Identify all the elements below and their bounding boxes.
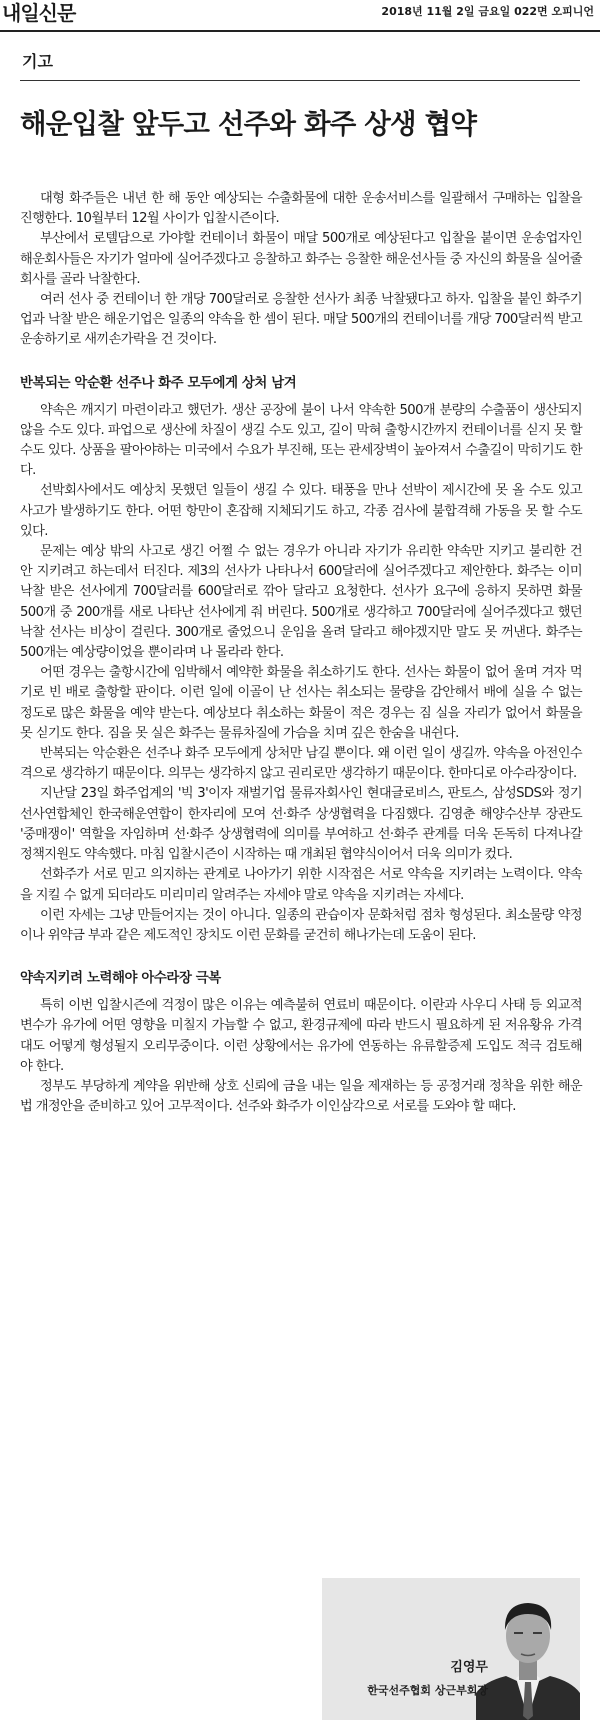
paragraph: 선박회사에서도 예상치 못했던 일들이 생길 수 있다. 태풍을 만나 선박이 제시간에 못 올 수도 있고 사고가 발생하기도 한다. 어떤 항만이 혼잡해 지체되기도 하고, 각종 검사에 불합격해 가동을 못 할 수도 있다.: [20, 483, 582, 539]
paragraph: 여러 선사 중 컨테이너 한 개당 700달러로 응찰한 선사가 최종 낙찰됐다고 하자. 입찰을 붙인 화주기업과 낙찰 받은 해운기업은 일종의 약속을 한 셈이 된다. 매달 500개의 컨테이너를 개당 700달러씩 받고 운송하기로 새끼손가락을 건 것이다.: [20, 292, 582, 348]
paragraph: 이런 자세는 그냥 만들어지는 것이 아니다. 일종의 관습이자 문화처럼 점차 형성된다. 최소물량 약정이나 위약금 부과 같은 제도적인 장치도 이런 문화를 굳건히 해나가는데 도움이 된다.: [20, 907, 582, 943]
paragraph: 어떤 경우는 출항시간에 임박해서 예약한 화물을 취소하기도 한다. 선사는 화물이 없어 울며 겨자 먹기로 빈 배로 출항할 판이다. 이런 일에 이골이 난 선사는 취소되는 물량을 감안해서 배에 실을 수 없는 정도로 많은 화물을 예약 받는다. 예상보다 취소하는 화물이 적은 경우는 짐 실을 자리가 없어서 화물을 못 싣기도 한다. 짐을 못 실은 화주는 물류차질에 가슴을 치며 깊은 한숨을 내쉰다.: [20, 665, 582, 741]
newspaper-logo: 내일신문: [2, 1, 76, 25]
section-label: 기고: [22, 52, 53, 71]
dateline: 2018년 11월 2일 금요일 022면 오피니언: [381, 5, 594, 18]
paragraph: 부산에서 로텔담으로 가야할 컨테이너 화물이 매달 500개로 예상된다고 입찰을 붙이면 운송업자인 해운회사들은 자기가 얼마에 실어주겠다고 응찰하고 화주는 응찰한 해운선사들 중 자신의 화물을 실어줄 회사를 골라 낙찰한다.: [20, 231, 582, 287]
paragraph: 선화주가 서로 믿고 의지하는 관계로 나아가기 위한 시작점은 서로 약속을 지키려는 노력이다. 약속을 지킬 수 없게 되더라도 미리미리 알려주는 자세야 말로 약속을 지키려는 자세다.: [20, 867, 582, 903]
masthead-rule: [0, 30, 600, 32]
paragraph: 반복되는 악순환은 선주나 화주 모두에게 상처만 남길 뿐이다. 왜 이런 일이 생길까. 약속을 아전인수 격으로 생각하기 때문이다. 의무는 생각하지 않고 권리로만 생각하기 때문이다. 한마디로 아수라장이다.: [20, 746, 582, 782]
subheading: 약속지키려 노력해야 아수라장 극복: [20, 971, 221, 987]
paragraph: 지난달 23일 화주업계의 '빅 3'이자 재벌기업 물류자회사인 현대글로비스, 판토스, 삼성SDS와 정기선사연합체인 한국해운연합이 한자리에 모여 선·화주 상생협력을 다짐했다. 김영춘 해양수산부 장관도 '중매쟁이' 역할을 자임하며 선·화주 상생협력에 의미를 부여하고 선·화주 관계를 더욱 돈독히 다져나갈 정책지원도 약속했다. 마침 입찰시즌이 시작하는 때 개최된 협약식이어서 더욱 의미가 컸다.: [20, 786, 582, 863]
subheading: 반복되는 악순환 선주나 화주 모두에게 상처 남겨: [20, 375, 297, 391]
paragraph: 정부도 부당하게 계약을 위반해 상호 신뢰에 금을 내는 일을 제재하는 등 공정거래 정착을 위한 해운법 개정안을 준비하고 있어 고무적이다. 선주와 화주가 이인삼각으로 서로를 도와야 할 때다.: [20, 1078, 582, 1115]
author-name: 김영무: [450, 1660, 488, 1675]
author-portrait: [476, 1578, 580, 1720]
paragraph: 약속은 깨지기 마련이라고 했던가. 생산 공장에 불이 나서 약속한 500개 분량의 수출품이 생산되지 않을 수도 있다. 파업으로 생산에 차질이 생길 수도 있고, 길이 막혀 출항시간까지 컨테이너를 싣지 못 할 수도 있다. 상품을 팔아야하는 미국에서 수요가 부진해, 또는 관세장벽이 높아져서 수출길이 막히기도 한다.: [20, 402, 582, 479]
article-body: [20, 189, 582, 1117]
author-title: 한국선주협회 상근부회장: [367, 1684, 488, 1697]
headline: 해운입찰 앞두고 선주와 화주 상생 협약: [20, 108, 477, 140]
section-rule: [20, 80, 580, 81]
paragraph: 대형 화주들은 내년 한 해 동안 예상되는 수출화물에 대한 운송서비스를 일괄해서 구매하는 입찰을 진행한다. 10월부터 12월 사이가 입찰시즌이다.: [20, 191, 582, 227]
author-box: [322, 1578, 580, 1720]
paragraph: 특히 이번 입찰시즌에 걱정이 많은 이유는 예측불허 연료비 때문이다. 이란과 사우디 사태 등 외교적 변수가 유가에 어떤 영향을 미칠지 가늠할 수 없고, 환경규제에 따라 반드시 필요하게 된 저유황유 가격대도 어떻게 형성될지 오리무중이다. 이런 상황에서는 유가에 연동하는 유류할증제 도입도 적극 검토해야 한다.: [20, 998, 582, 1074]
paragraph: 문제는 예상 밖의 사고로 생긴 어쩔 수 없는 경우가 아니라 자기가 유리한 약속만 지키고 불리한 건 안 지키려고 하는데서 터진다. 제3의 선사가 나타나서 600달러에 실어주겠다고 제안한다. 화주는 이미 낙찰 받은 선사에게 700달러를 600달러로 깎아 달라고 요청한다. 선사가 요구에 응하지 못하면 화물 500개 중 200개를 새로 나타난 선사에게 줘 버린다. 500개로 생각하고 700달러에 실어주겠다고 했던 낙찰 선사는 비상이 걸린다. 300개로 줄었으니 운임을 올려 달라고 해야겠지만 말도 못 꺼낸다. 화주는 500개는 예상량이었을 뿐이라며 나 몰라라 한다.: [20, 544, 582, 661]
masthead: [0, 0, 600, 30]
